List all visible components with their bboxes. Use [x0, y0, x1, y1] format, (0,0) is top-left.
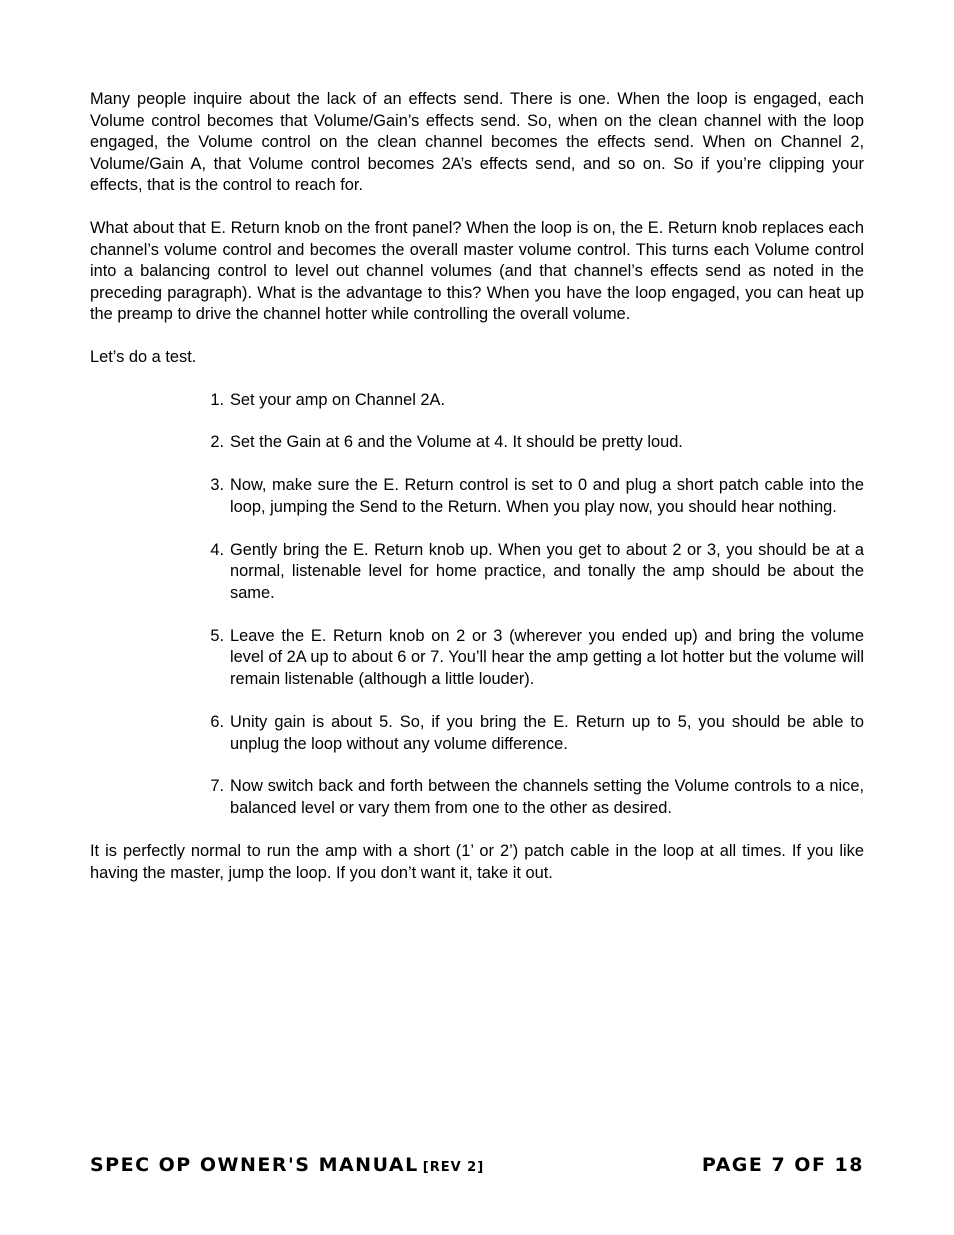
list-item-number: 2.	[210, 433, 224, 452]
manual-title: SPEC OP OWNER'S MANUAL	[90, 1154, 419, 1176]
list-item-text: Gently bring the E. Return knob up. When you get to about 2 or 3, you should be at a normal, listenable level for home practice, and tonally the amp should be about the same.	[230, 540, 864, 602]
list-item-number: 7.	[210, 777, 224, 796]
document-page	[90, 89, 864, 905]
revision-label: [REV 2]	[422, 1160, 485, 1175]
list-item-number: 4.	[210, 540, 224, 559]
list-item-text: Leave the E. Return knob on 2 or 3 (wherever you ended up) and bring the volume level of 2A up to about 6 or 7. You’ll hear the amp getting a lot hotter but the volume will remain listenable (although a little louder).	[230, 626, 864, 689]
paragraph-effects-send: Many people inquire about the lack of an effects send. There is one. When the loop is engaged, each Volume control becomes that Volume/Gain’s effects send. So, when on the clean channel with the loop engaged, the Volume control on the clean channel becomes the effects send. When on Channel 2, Volume/Gain A, that Volume control becomes 2A’s effects send, and so on. So if you’re clipping your effects, that is the control to reach for.	[90, 90, 864, 195]
footer-title-group	[90, 1152, 484, 1181]
list-item-text: Set your amp on Channel 2A.	[230, 390, 446, 409]
paragraph-test-intro: Let’s do a test.	[90, 347, 197, 366]
list-item-text: Set the Gain at 6 and the Volume at 4. It should be pretty loud.	[230, 433, 683, 452]
paragraph-patch-cable: It is perfectly normal to run the amp with a short (1’ or 2’) patch cable in the loop at all times. If you like having the master, jump the loop. If you don’t want it, take it out.	[90, 841, 864, 882]
list-item	[210, 432, 864, 454]
page-footer	[90, 1152, 864, 1178]
list-item-text: Now switch back and forth between the channels setting the Volume controls to a nice, balanced level or vary them from one to the other as desired.	[230, 777, 864, 818]
page-number: PAGE 7 OF 18	[701, 1154, 864, 1176]
list-item	[210, 475, 864, 518]
list-item-text: Now, make sure the E. Return control is set to 0 and plug a short patch cable into the loop, jumping the Send to the Return. When you play now, you should hear nothing.	[230, 476, 864, 516]
list-item-number: 6.	[210, 712, 224, 731]
list-item-number: 3.	[210, 476, 224, 495]
list-item-number: 5.	[210, 626, 224, 645]
list-item	[210, 776, 864, 819]
test-steps-list	[90, 390, 864, 820]
list-item	[210, 626, 864, 691]
list-item	[210, 540, 864, 605]
list-item	[210, 712, 864, 755]
list-item	[210, 390, 864, 412]
list-item-number: 1.	[210, 390, 224, 409]
list-item-text: Unity gain is about 5. So, if you bring the E. Return up to 5, you should be able to unplug the loop without any volume difference.	[230, 712, 864, 753]
paragraph-e-return-knob: What about that E. Return knob on the front panel? When the loop is on, the E. Return knob replaces each channel’s volume control and becomes the overall master volume control. This turns each Volume control into a balancing control to level out channel volumes (and that channel’s effects send as noted in the preceding paragraph). What is the advantage to this? When you have the loop engaged, you can heat up the preamp to drive the channel hotter while controlling the overall volume.	[90, 218, 864, 324]
